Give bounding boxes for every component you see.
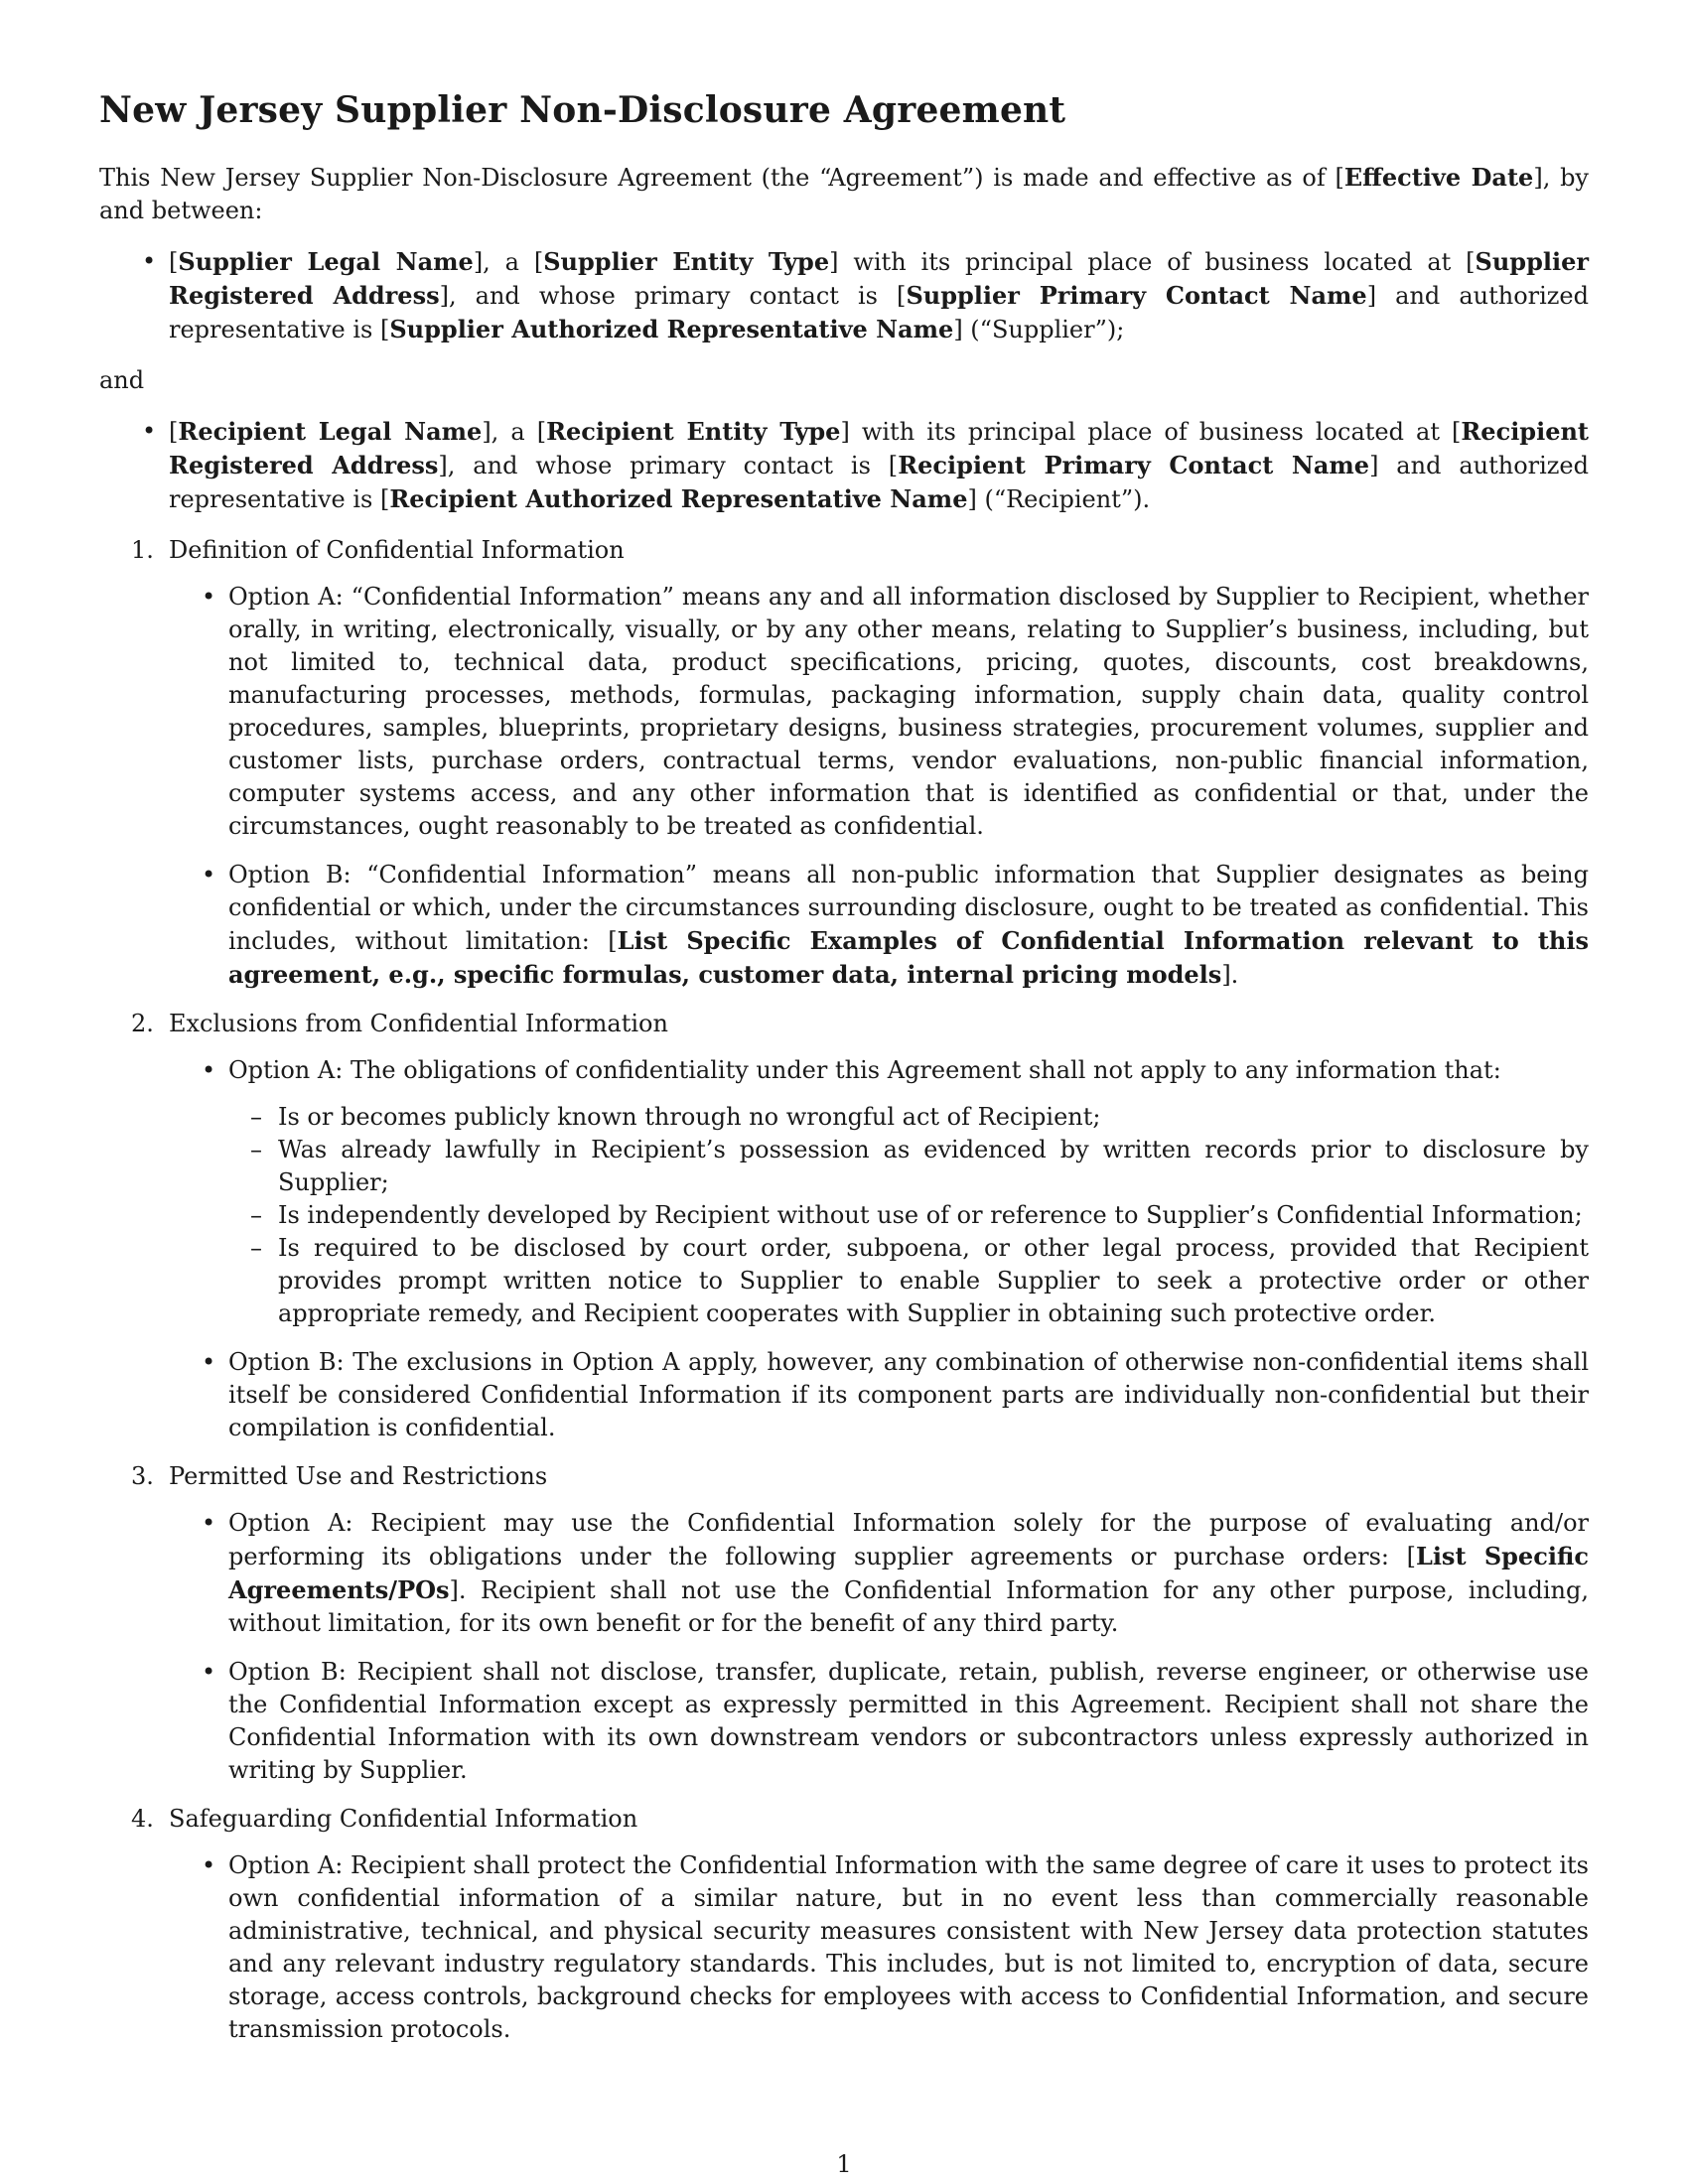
document-page bbox=[99, 89, 1589, 2062]
supplier-party: • [Supplier Legal Name], a [Supplier Entity Type] with its principal place of business located at [Supplier Registered Address], and whose primary contact is [Supplier Primary Contact Name] and authorized representative is [Supplier Authorized Representative Name] (“Supplier”); bbox=[169, 245, 1589, 346]
effective-date-placeholder: Effective Date bbox=[1343, 163, 1534, 192]
section-heading: 3. Permitted Use and Restrictions bbox=[131, 1462, 548, 1490]
exclusion-item: – Is required to be disclosed by court order, subpoena, or other legal process, provided that Recipient provides prompt written notice to Supplier to enable Supplier to seek a protective order or other appropriate remedy, and Recipient cooperates with Supplier in obtaining such protective order. bbox=[278, 1232, 1589, 1330]
supplier-party-list bbox=[99, 245, 1589, 346]
exclusion-item: – Is or becomes publicly known through no wrongful act of Recipient; bbox=[278, 1101, 1589, 1134]
section-3 bbox=[99, 1460, 1589, 1787]
section-4 bbox=[99, 1803, 1589, 2046]
exclusion-item: – Was already lawfully in Recipient’s possession as evidenced by written records prior to disclosure by Supplier; bbox=[278, 1134, 1589, 1199]
examples-placeholder: List Specific Examples of Confidential Information relevant to this agreement, e.g., specific formulas, customer data, internal pricing models bbox=[228, 926, 1590, 989]
option-b: • Option B: The exclusions in Option A apply, however, any combination of otherwise non-confidential items shall itself be considered Confidential Information if its component parts are individually non-confidential but their compilation is confidential. bbox=[228, 1346, 1589, 1444]
exclusion-list bbox=[228, 1101, 1589, 1330]
section-list bbox=[99, 534, 1589, 2046]
exclusion-item: – Is independently developed by Recipient without use of or reference to Supplier’s Confidential Information; bbox=[278, 1199, 1589, 1232]
and-connector: and bbox=[99, 366, 145, 394]
option-b: • Option B: Recipient shall not disclose, transfer, duplicate, retain, publish, reverse engineer, or otherwise use the Confidential Information except as expressly permitted in this Agreement. Recipient shall not share the Confidential Information with its own downstream vendors or subcontractors unless expressly authorized in writing by Supplier. bbox=[228, 1656, 1589, 1787]
option-a: • Option A: Recipient shall protect the Confidential Information with the same degree of care it uses to protect its own confidential information of a similar nature, but in no event less than commercially reasonable administrative, technical, and physical security measures consistent with New Jersey data protection statutes and any relevant industry regulatory standards. This includes, but is not limited to, encryption of data, secure storage, access controls, background checks for employees with access to Confidential Information, and secure transmission protocols. bbox=[228, 1849, 1589, 2046]
section-2 bbox=[99, 1008, 1589, 1444]
recipient-party: • [Recipient Legal Name], a [Recipient Entity Type] with its principal place of business located at [Recipient Registered Address], and whose primary contact is [Recipient Primary Contact Name] and authorized representative is [Recipient Authorized Representative Name] (“Recipient”). bbox=[169, 415, 1589, 516]
agreements-placeholder: List Specific Agreements/POs bbox=[228, 1542, 1589, 1604]
section-heading: 2. Exclusions from Confidential Information bbox=[131, 1010, 668, 1037]
document-title: New Jersey Supplier Non-Disclosure Agreement bbox=[99, 89, 1066, 131]
option-a: • Option A: “Confidential Information” means any and all information disclosed by Supplier to Recipient, whether orally, in writing, electronically, visually, or by any other means, relating to Supplier’s business, including, but not limited to, technical data, product specifications, pricing, quotes, discounts, cost breakdowns, manufacturing processes, methods, formulas, packaging information, supply chain data, quality control procedures, samples, blueprints, proprietary designs, business strategies, procurement volumes, supplier and customer lists, purchase orders, contractual terms, vendor evaluations, non-public financial information, computer systems access, and any other information that is identified as confidential or that, under the circumstances, ought reasonably to be treated as confidential. bbox=[228, 581, 1589, 843]
section-1 bbox=[99, 534, 1589, 992]
section-heading: 4. Safeguarding Confidential Information bbox=[131, 1805, 638, 1833]
page-number: 1 bbox=[836, 2150, 852, 2178]
intro-paragraph: This New Jersey Supplier Non-Disclosure Agreement (the “Agreement”) is made and effective as of [Effective Date], by and between: bbox=[99, 163, 1589, 224]
option-b: • Option B: “Confidential Information” means all non-public information that Supplier designates as being confidential or which, under the circumstances surrounding disclosure, ought to be treated as confidential. This includes, without limitation: [List Specific Examples of Confidential Information relevant to this agreement, e.g., specific formulas, customer data, internal pricing models]. bbox=[228, 859, 1589, 992]
recipient-party-list bbox=[99, 415, 1589, 516]
option-a: • Option A: The obligations of confidentiality under this Agreement shall not apply to any information that: – Is or becomes publicly known through no wrongful act of Recipient; – Was already lawfully in Recipient’s possession as evidenced by written records prior to disclosure by Supplier; – Is independently developed by Recipient without use of or reference to Supplier’s Confidential Information; – Is required to be disclosed by court order, subpoena, or other legal process, provided that Recipient provides prompt written notice to Supplier to enable Supplier to seek a protective order or other appropriate remedy, and Recipient cooperates with Supplier in obtaining such protective order. bbox=[228, 1054, 1589, 1330]
option-a: • Option A: Recipient may use the Confidential Information solely for the purpose of evaluating and/or performing its obligations under the following supplier agreements or purchase orders: [List Specific Agreements/POs]. Recipient shall not use the Confidential Information for any other purpose, including, without limitation, for its own benefit or for the benefit of any third party. bbox=[228, 1507, 1589, 1640]
section-heading: 1. Definition of Confidential Information bbox=[131, 536, 625, 564]
